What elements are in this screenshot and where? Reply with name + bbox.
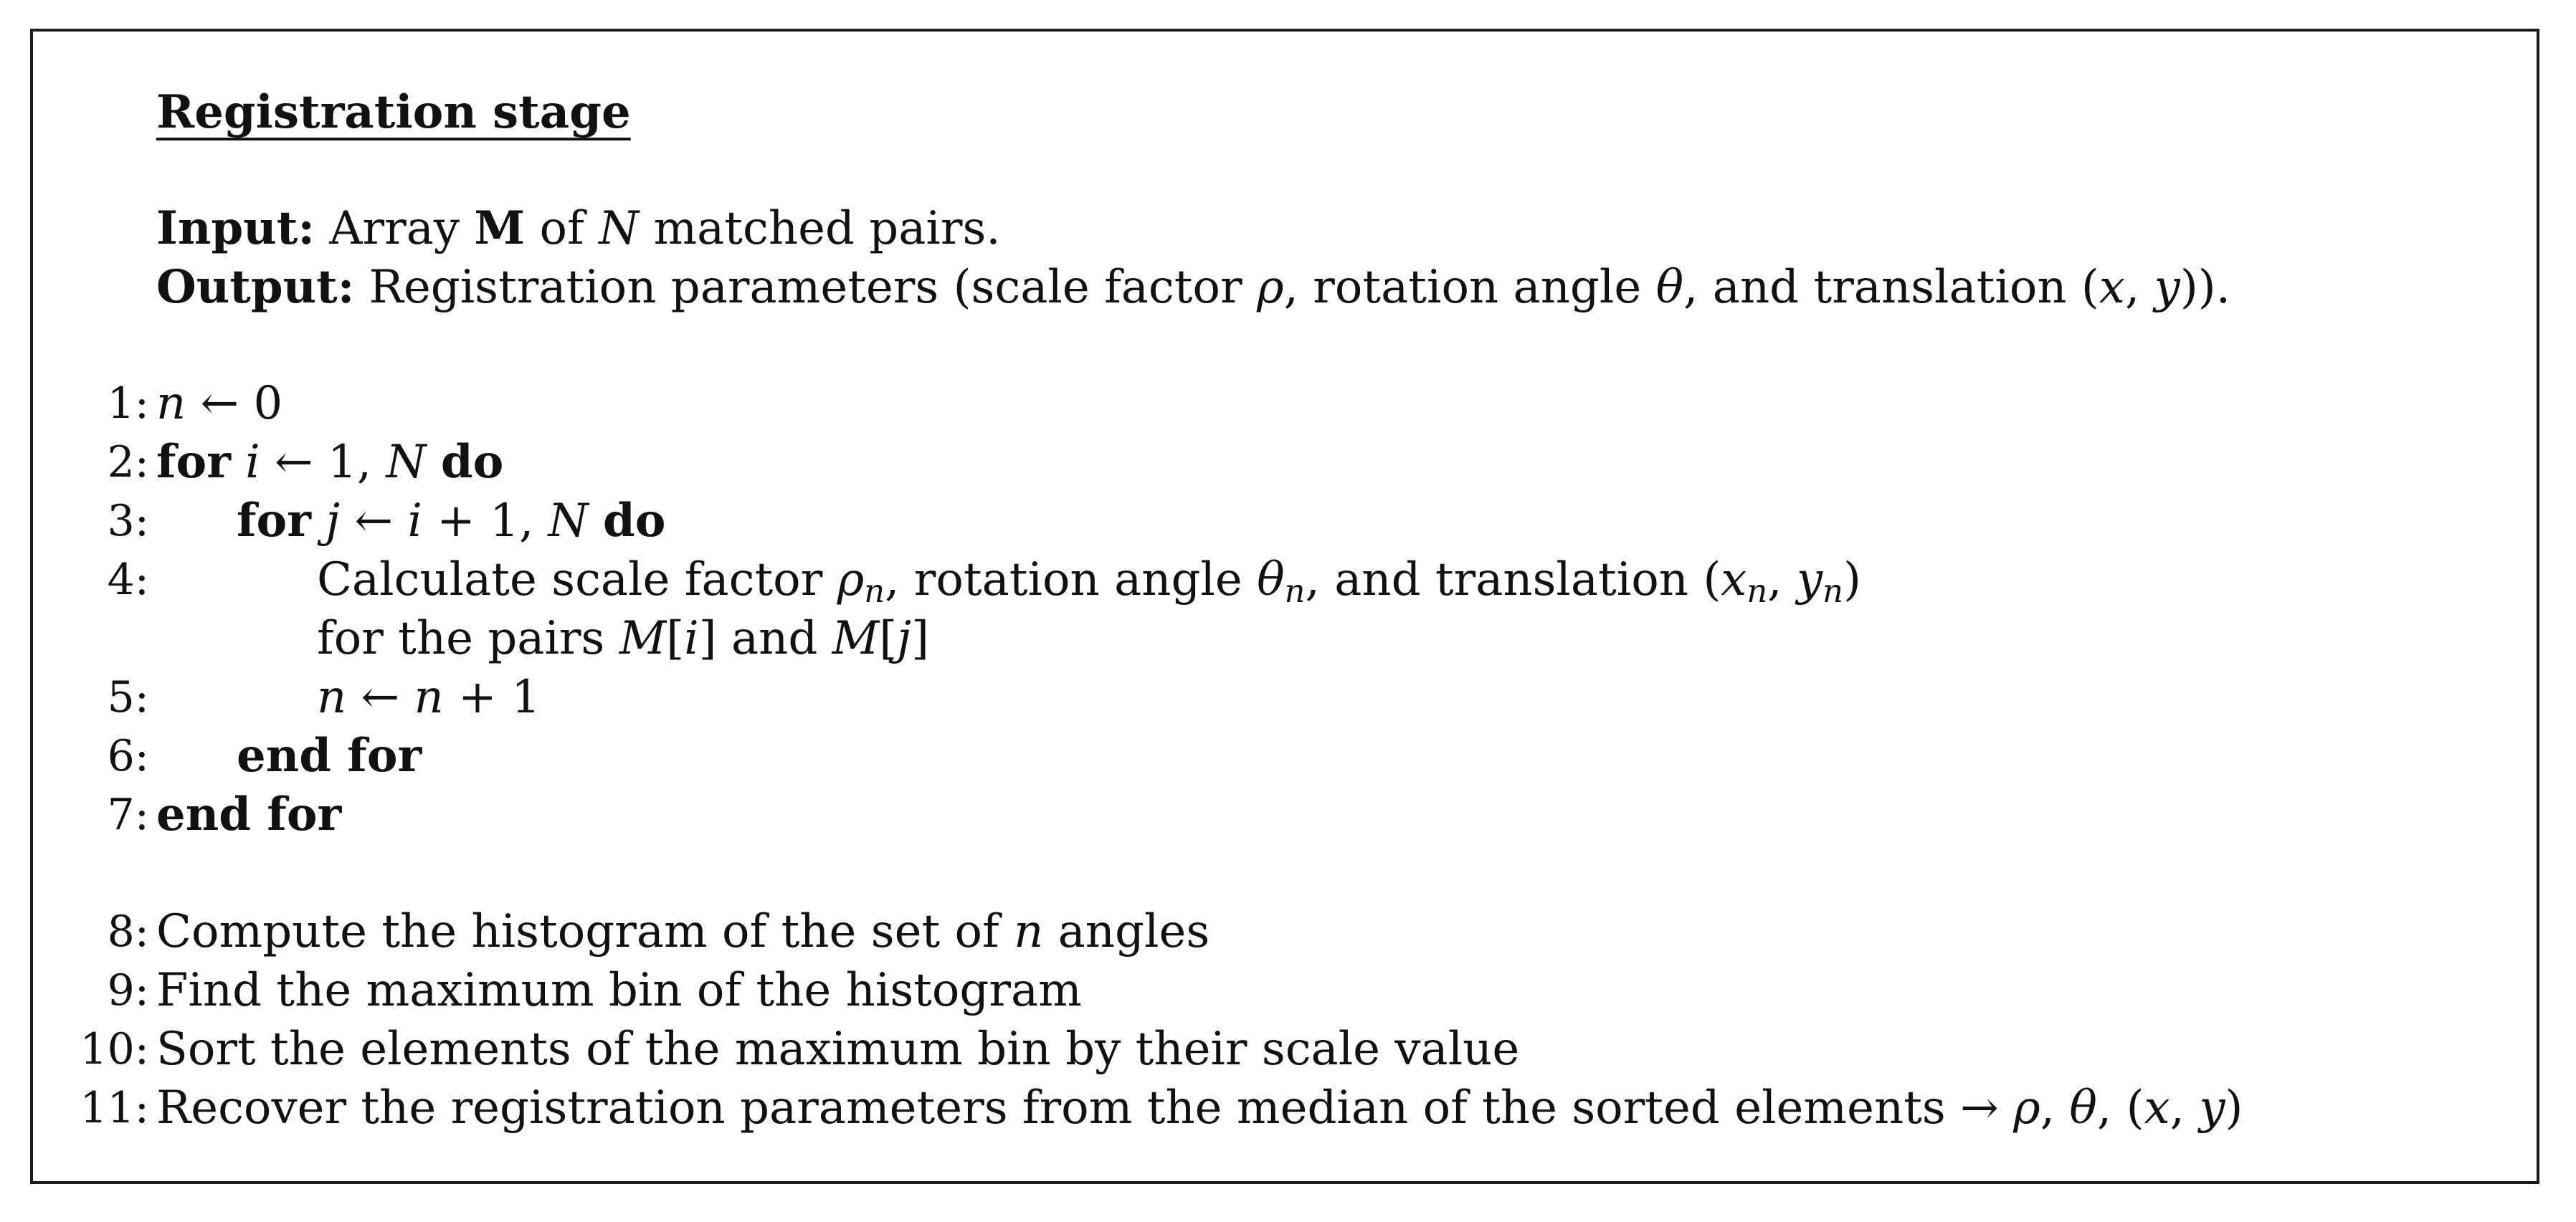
M-symbol: M bbox=[832, 612, 880, 665]
x-symbol: x bbox=[2099, 261, 2125, 314]
n-symbol: n bbox=[414, 671, 444, 724]
step-text: for the pairs bbox=[317, 612, 619, 665]
bracket: [ bbox=[666, 612, 685, 665]
title-line bbox=[33, 83, 2537, 142]
line-number: 7: bbox=[107, 790, 149, 840]
keyword-for: for bbox=[237, 494, 311, 548]
line-number: 3: bbox=[107, 496, 149, 546]
line-number: 1: bbox=[107, 378, 149, 429]
input-text: of bbox=[525, 202, 599, 255]
step-text: Sort the elements of the maximum bin by their scale value bbox=[156, 1023, 1520, 1076]
j-symbol: j bbox=[897, 612, 911, 665]
step-3 bbox=[33, 492, 2537, 550]
x-symbol: x bbox=[1721, 553, 1747, 606]
n-symbol: n bbox=[317, 671, 347, 724]
output-text: )). bbox=[2180, 261, 2231, 314]
output-text: , bbox=[2124, 261, 2154, 314]
step-text: and bbox=[716, 612, 832, 665]
i-symbol: i bbox=[407, 495, 422, 548]
M-symbol: M bbox=[619, 612, 667, 665]
N-symbol: N bbox=[548, 495, 589, 548]
step-text: ← 1, bbox=[260, 436, 386, 489]
step-text: Recover the registration parameters from the median of the sorted elements → bbox=[156, 1082, 2014, 1135]
step-text: + 1, bbox=[422, 495, 548, 548]
input-line bbox=[33, 199, 2537, 258]
keyword-do: do bbox=[602, 494, 666, 548]
line-number: 8: bbox=[107, 907, 149, 957]
rho-symbol: ρ bbox=[1256, 261, 1284, 314]
subscript-n: n bbox=[864, 571, 885, 610]
line-number: 4: bbox=[107, 555, 149, 605]
keyword-end-for: end for bbox=[156, 788, 342, 841]
line-number: 9: bbox=[107, 965, 149, 1016]
step-7 bbox=[33, 786, 2537, 844]
rho-symbol: ρ bbox=[2013, 1082, 2040, 1135]
step-5 bbox=[33, 668, 2537, 727]
input-text: matched pairs. bbox=[639, 202, 1001, 255]
theta-symbol: θ bbox=[2069, 1082, 2097, 1135]
N-symbol: N bbox=[386, 436, 427, 489]
step-text: , rotation angle bbox=[885, 553, 1258, 606]
step-text: angles bbox=[1043, 905, 1210, 958]
step-10 bbox=[33, 1020, 2537, 1079]
keyword-do: do bbox=[440, 435, 504, 489]
output-label: Output: bbox=[156, 260, 355, 314]
keyword-for: for bbox=[156, 435, 231, 489]
i-symbol: i bbox=[684, 612, 699, 665]
step-text: Find the maximum bin of the histogram bbox=[156, 964, 1082, 1017]
line-number: 11: bbox=[80, 1083, 149, 1133]
step-2 bbox=[33, 433, 2537, 492]
subscript-n: n bbox=[1746, 571, 1768, 610]
bracket: ] bbox=[911, 612, 929, 665]
keyword-end-for: end for bbox=[237, 729, 422, 783]
output-text: , and translation ( bbox=[1683, 261, 2099, 314]
output-text: Registration parameters (scale factor bbox=[369, 261, 1257, 314]
bracket: [ bbox=[879, 612, 898, 665]
output-text: , rotation angle bbox=[1283, 261, 1656, 314]
step-text: , bbox=[1767, 553, 1797, 606]
input-text: Array bbox=[329, 202, 475, 255]
step-4-continuation bbox=[33, 609, 2537, 668]
theta-symbol: θ bbox=[1257, 553, 1285, 606]
line-number: 10: bbox=[80, 1024, 149, 1074]
step-text: , and translation ( bbox=[1305, 553, 1721, 606]
output-line bbox=[33, 258, 2537, 317]
y-symbol: y bbox=[1796, 553, 1823, 606]
step-4 bbox=[33, 550, 2537, 609]
line-number: 2: bbox=[107, 437, 149, 487]
algorithm-box bbox=[30, 29, 2539, 1184]
step-6 bbox=[33, 727, 2537, 786]
step-text: ) bbox=[1843, 553, 1861, 606]
line-number: 5: bbox=[107, 672, 149, 722]
theta-symbol: θ bbox=[1655, 261, 1684, 314]
line-number: 6: bbox=[107, 731, 149, 781]
step-11 bbox=[33, 1079, 2537, 1137]
input-array-symbol: M bbox=[474, 201, 526, 255]
j-symbol: j bbox=[325, 495, 341, 548]
step-text: , ( bbox=[2096, 1082, 2144, 1135]
step-text: ← bbox=[346, 671, 414, 724]
step-text: ← bbox=[340, 495, 408, 548]
step-text: Calculate scale factor bbox=[317, 553, 837, 606]
subscript-n: n bbox=[1284, 571, 1306, 610]
step-text: + 1 bbox=[443, 671, 541, 724]
step-text: ) bbox=[2225, 1082, 2243, 1135]
rho-symbol: ρ bbox=[837, 553, 865, 606]
step-8 bbox=[33, 902, 2537, 961]
bracket: ] bbox=[698, 612, 717, 665]
step-text: Compute the histogram of the set of bbox=[156, 905, 1014, 958]
input-label: Input: bbox=[156, 201, 315, 255]
input-count-symbol: N bbox=[599, 202, 640, 255]
step-text: , bbox=[2169, 1082, 2200, 1135]
y-symbol: y bbox=[2199, 1082, 2225, 1135]
x-symbol: x bbox=[2144, 1082, 2170, 1135]
step-text: ← 0 bbox=[186, 377, 283, 430]
n-symbol: n bbox=[1014, 905, 1044, 958]
step-1 bbox=[33, 374, 2537, 433]
step-9 bbox=[33, 961, 2537, 1020]
y-symbol: y bbox=[2154, 261, 2180, 314]
i-symbol: i bbox=[245, 436, 260, 489]
step-text: , bbox=[2040, 1082, 2070, 1135]
n-symbol: n bbox=[156, 377, 186, 430]
subscript-n: n bbox=[1822, 571, 1843, 610]
algorithm-title: Registration stage bbox=[156, 85, 631, 139]
